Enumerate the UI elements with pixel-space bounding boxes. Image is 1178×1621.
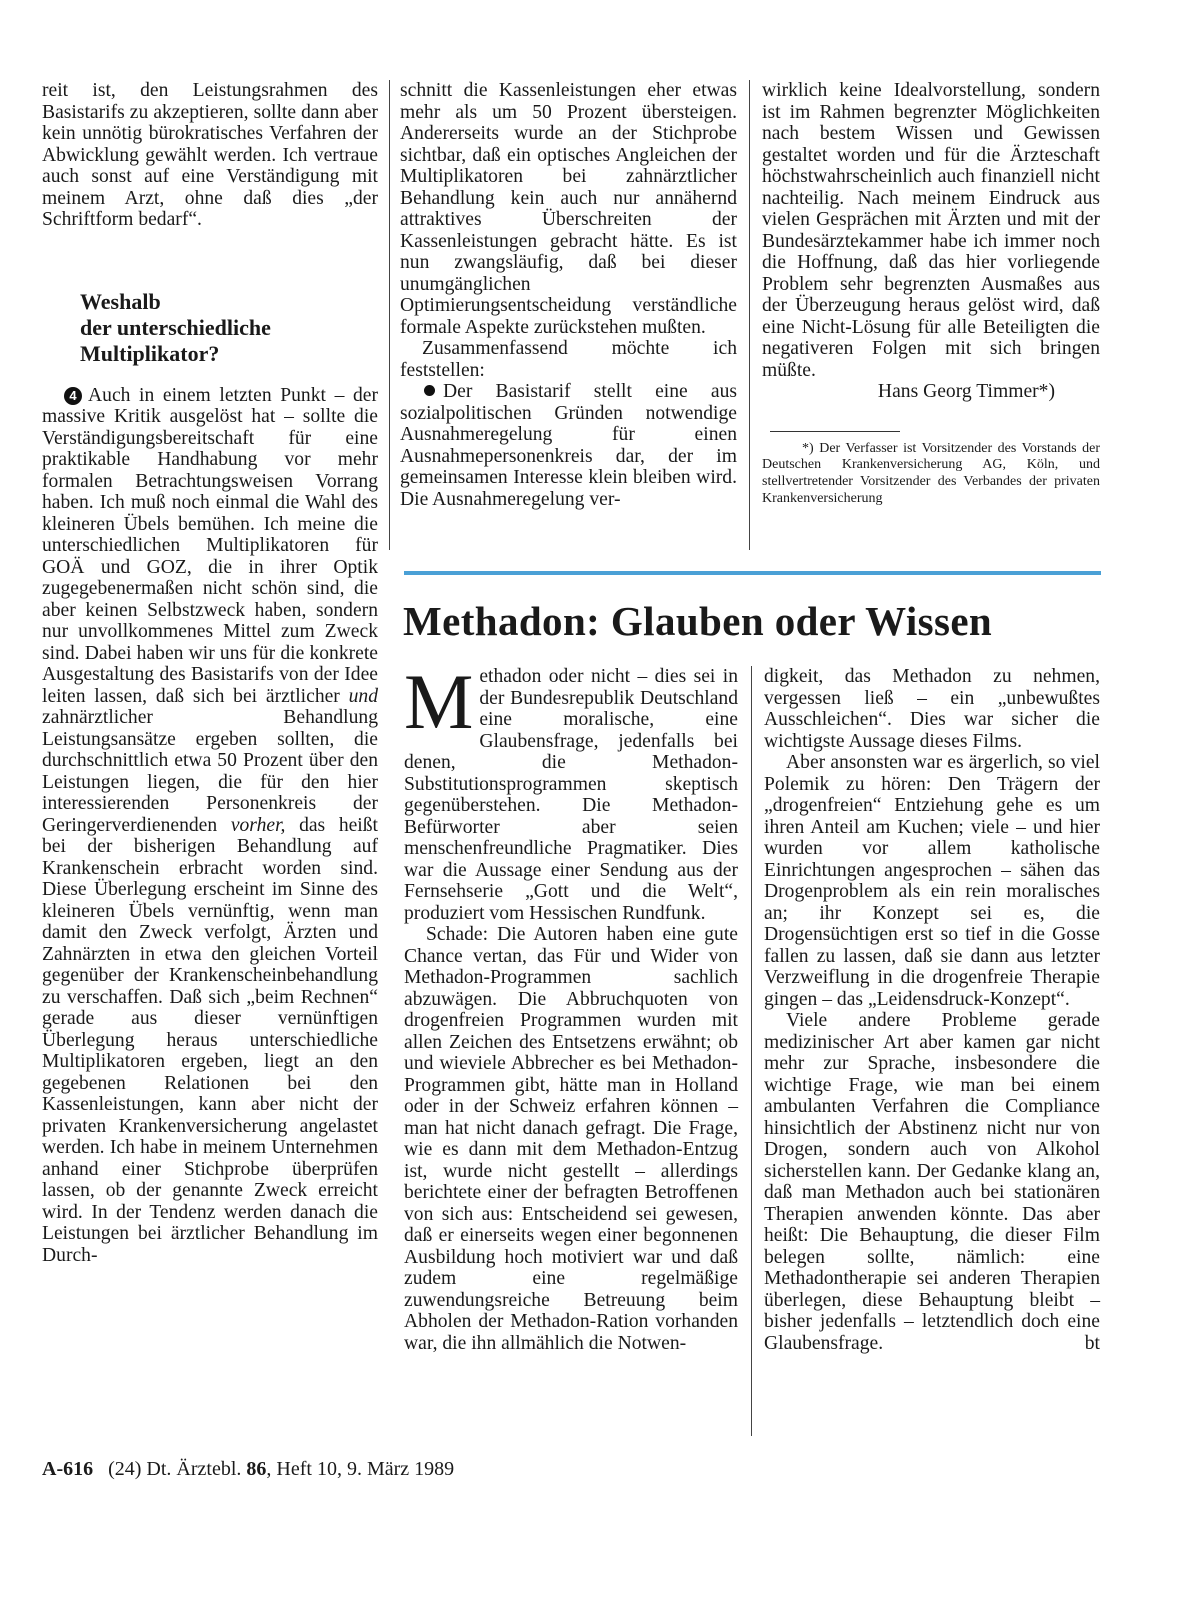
column-divider	[389, 80, 390, 550]
text-run-italic: vorher,	[230, 814, 286, 836]
point-number-badge: 4	[64, 387, 82, 405]
column-divider	[749, 80, 750, 550]
heading-line: Weshalb	[80, 288, 161, 314]
paragraph: Schade: Die Autoren haben eine gute Chance vertan, das Für und Wider von Methadon-Programmen sachlich abzuwägen. Die Abbruchquoten von drogenfreien Programmen wurden mit allen Zeichen des Entsetzens erwähnt; ob und wieviele Abbrecher es bei Methadon-Programmen gibt, hätte man in Holland oder in der Schweiz erfahren können – man hat nicht danach gefragt. Die Frage, wie es dann mit dem Methadon-Entzug ist, wurde nicht gestellt – allerdings berichtete einer der befragten Betroffenen von sich aus: Entscheidend sei gewesen, daß er einerseits wegen einer begonnenen Ausbildung hoch motiviert war und daß zudem eine regelmäßige zuwendungsreiche Betreuung beim Abholen der Methadon-Ration vorhanden war, die ihn allmählich die Notwen-	[404, 924, 738, 1354]
issue-info-rest: , Heft 10, 9. März 1989	[266, 1458, 455, 1480]
text-run: ethadon oder nicht – dies sei in der Bundesrepublik Deutschland eine moralische, eine Glaubensfrage, jedenfalls bei denen, die Methadon-Substitutionsprogrammen skeptisch gegenüberstehen. Die Methadon-Befürworter aber seien menschenfreundliche Pragmatiker. Dies war die Aussage einer Sendung aus der Fernsehserie „Gott und die Welt“, produziert vom Hessischen Rundfunk.	[404, 666, 738, 924]
bullet-dot-icon	[424, 385, 435, 396]
page-number: A-616	[42, 1458, 94, 1480]
paragraph: Zusammenfassend möchte ich feststellen:	[400, 338, 737, 381]
section-heading	[80, 289, 378, 367]
column-3	[762, 80, 1100, 508]
article-title: Methadon: Glauben oder Wissen	[403, 598, 993, 644]
footnote-divider	[770, 431, 900, 432]
text-run: Auch in einem letzten Punkt – der massive Kritik ausgelöst hat – sollte die Verständigungsbereitschaft für eine praktikable Handhabung vor mehr formalen Betrachtungsweisen Vorrang haben. Ich muß noch einmal die Wahl des kleineren Übels bemühen. Ich meine die unterschiedlichen Multiplikatoren für GOÄ und GOZ, die in ihrer Optik zugegebenermaßen nicht schön sind, die aber keinen Selbstzweck haben, sondern nur unvollkommenes Mittel zum Zweck sind. Dabei haben wir uns für die konkrete Ausgestaltung des Basistarifs von der Idee leiten lassen, daß sich bei ärztlicher	[42, 384, 378, 707]
text-run: Viele andere Probleme gerade medizinischer Art aber kamen gar nicht mehr zur Sprache, insbesondere die wichtige Frage, wie man bei einem ambulanten Verfahren die Compliance hinsichtlich der Abstinenz nicht nur von Drogen, sondern auch von Alkohol sicherstellen kann. Der Gedanke klang an, daß man Methadon auch bei stationären Therapien anwenden könnte. Das aber heißt: Die Behauptung, die dieser Film belegen sollte, nämlich: eine Methadontherapie sei anderen Therapien überlegen, diese Behauptung bleibt – bisher jedenfalls – letztendlich doch eine Glaubensfrage.	[764, 1010, 1100, 1354]
text-run-italic: und	[348, 685, 378, 707]
paragraph: Aber ansonsten war es ärgerlich, so viel Polemik zu hören: Den Trägern der „drogenfreien“ Entziehung gehe es um ihren Anteil am Kuchen; viele – und hier wurden vor allem katholische Einrichtungen angesprochen – sähen das Drogenproblem als ein rein moralisches an; ihr Konzept sei es, die Drogensüchtigen erst so tief in die Gosse fallen zu lassen, daß sie dann aus letzter Verzweiflung in die drogenfreie Therapie gingen – das „Leidensdruck-Konzept“.	[764, 752, 1100, 1010]
article-column-2	[764, 666, 1100, 1354]
paragraph	[42, 385, 378, 1267]
text-run: das heißt bei der bisherigen Behandlung auf Krankenschein erbracht worden sind. Diese Überlegung erscheint im Sinne des kleineren Übels vernünftig, wenn man damit den Zweck verfolgt, Ärzten und Zahnärzten in etwa den gleichen Vorteil gegenüber der Krankenscheinbehandlung zu verschaffen. Daß sich „beim Rechnen“ gerade aus dieser vernünftigen Überlegung heraus unterschiedliche Multiplikatoren ergeben, liegt an den gegebenen Relationen bei den Kassenleistungen, kann aber nicht der privaten Krankenversicherung angelastet werden. Ich habe in meinem Unternehmen anhand einer Stichprobe überprüfen lassen, ob der genannte Zweck erreicht wird. In der Tendenz werden danach die Leistungen bei ärztlicher Behandlung im Durch-	[42, 814, 378, 1266]
issue-info: (24) Dt. Ärztebl.	[108, 1458, 242, 1480]
volume-number: 86	[246, 1458, 267, 1480]
text-run: Der Basistarif stellt eine aus sozialpolitischen Gründen notwendige Ausnahmeregelung für einen Ausnahmepersonenkreis dar, der im gemeinsamen Interesse klein bleiben wird. Die Ausnahmeregelung ver-	[400, 381, 737, 510]
paragraph: schnitt die Kassenleistungen eher etwas mehr als um 50 Prozent übersteigen. Andererseits wurde an der Stichprobe sichtbar, daß ein optisches Angleichen der Multiplikatoren bei zahnärztlicher Behandlung kein auch nur annähernd attraktives Überschreiten der Kassenleistungen gebracht hätte. Es ist nun zwangsläufig, daß bei dieser unumgänglichen Optimierungsentscheidung verständliche formale Aspekte zurückstehen mußten.	[400, 80, 737, 338]
paragraph	[404, 658, 738, 924]
article-separator	[404, 571, 1101, 575]
column-divider	[751, 666, 752, 1436]
text-run: zahnärztlicher Behandlung Leistungsansätze ergeben sollten, die durchschnittlich etwa 50 Prozent über den Leistungen liegen, die für den hier interessierenden Personenkreis der Geringerverdienenden	[42, 707, 378, 836]
footnote	[762, 441, 1100, 508]
page-footer	[42, 1458, 454, 1481]
paragraph	[764, 1010, 1100, 1354]
heading-line: der unterschiedliche	[80, 314, 271, 340]
article-column-1	[404, 658, 738, 1354]
footnote-text: *) Der Verfasser ist Vorsitzender des Vorstands der Deutschen Krankenversicherung AG, Köln, und stellvertretender Vorsitzender des Verbandes der privaten Krankenversicherung	[762, 440, 1100, 506]
article-signature: bt	[1084, 1332, 1100, 1354]
column-1	[42, 80, 378, 1266]
paragraph: wirklich keine Idealvorstellung, sondern ist im Rahmen begrenzter Möglichkeiten nach bestem Wissen und Gewissen gestaltet worden und für die Ärzteschaft höchstwahrscheinlich auch finanziell nicht nachteilig. Nach meinem Eindruck aus vielen Gesprächen mit Ärzten und mit der Bundesärztekammer habe ich immer noch die Hoffnung, daß das hier vorliegende Problem sehr begrenzten Ausmaßes aus der Überzeugung heraus gelöst wird, daß eine Nicht-Lösung für alle Beteiligten die negativeren Folgen mit sich bringen müßte.	[762, 80, 1100, 381]
paragraph: digkeit, das Methadon zu nehmen, vergessen ließ – ein „unbewußtes Ausschleichen“. Dies war sicher die wichtigste Aussage dieses Films.	[764, 666, 1100, 752]
paragraph: reit ist, den Leistungsrahmen des Basistarifs zu akzeptieren, sollte dann aber kein unnötig bürokratisches Verfahren der Abwicklung gewählt werden. Ich vertraue auch sonst auf eine Verständigung mit meinem Arzt, ohne daß dies „der Schriftform bedarf“.	[42, 80, 378, 230]
author-signature: Hans Georg Timmer*)	[877, 381, 1055, 402]
column-2	[400, 80, 737, 510]
drop-cap: M	[404, 658, 474, 745]
heading-line: Multiplikator?	[80, 340, 220, 366]
paragraph	[400, 381, 737, 510]
